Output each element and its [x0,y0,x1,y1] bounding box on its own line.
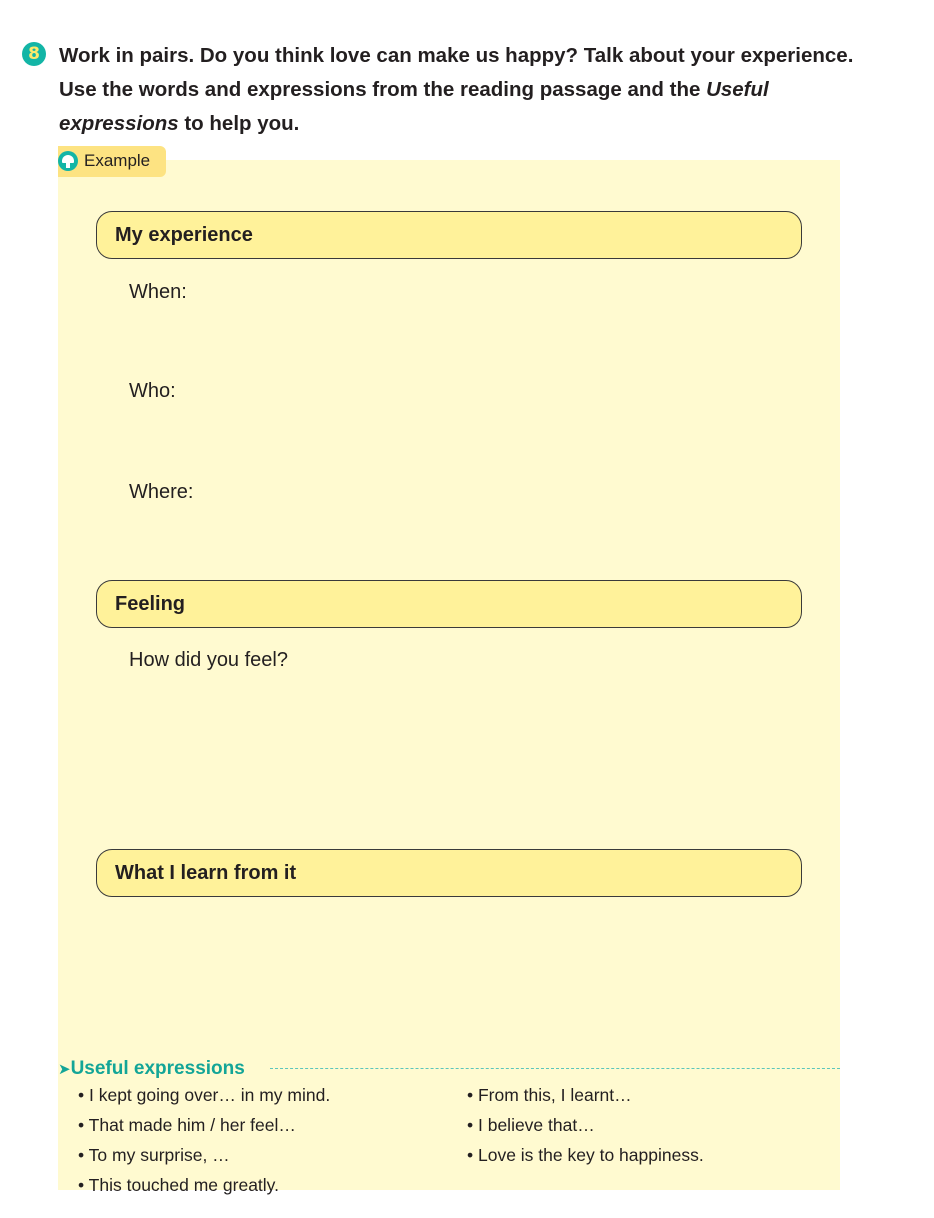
example-panel [58,160,840,1190]
section-title-experience: My experience [115,224,253,246]
section-what-i-learn [96,849,802,897]
arrow-right-icon: ➤ [58,1061,71,1078]
section-feeling [96,580,802,628]
instruction-text-2: to help you. [178,112,300,135]
prompt-feeling-question: How did you feel? [129,649,288,671]
instruction-text-1: Work in pairs. Do you think love can make us happy? Talk about your experience. Use the words and expressions from the reading passage and the [59,44,854,101]
prompt-when: When: [129,281,187,303]
headphones-icon [58,151,78,171]
section-my-experience [96,211,802,259]
prompt-where: Where: [129,481,194,503]
expression-left-1: • I kept going over… in my mind. [78,1085,331,1105]
useful-expressions-heading [58,1056,253,1083]
task-instruction [59,39,859,141]
task-number-badge: 8 [22,42,46,66]
expression-right-2: • I believe that… [467,1115,595,1135]
expression-right-3: • Love is the key to happiness. [467,1145,704,1165]
prompt-who: Who: [129,380,176,402]
expression-right-1: • From this, I learnt… [467,1085,632,1105]
section-title-learn: What I learn from it [115,862,297,884]
expression-left-2: • That made him / her feel… [78,1115,296,1135]
section-title-feeling: Feeling [115,593,186,615]
useful-expressions-title: Useful expressions [70,1058,245,1079]
expression-left-3: • To my surprise, … [78,1145,230,1165]
example-label: Example [84,151,151,170]
useful-expressions-divider [270,1068,840,1069]
instruction-italic: Useful expressions [59,78,769,135]
expression-left-4: • This touched me greatly. [78,1175,279,1195]
